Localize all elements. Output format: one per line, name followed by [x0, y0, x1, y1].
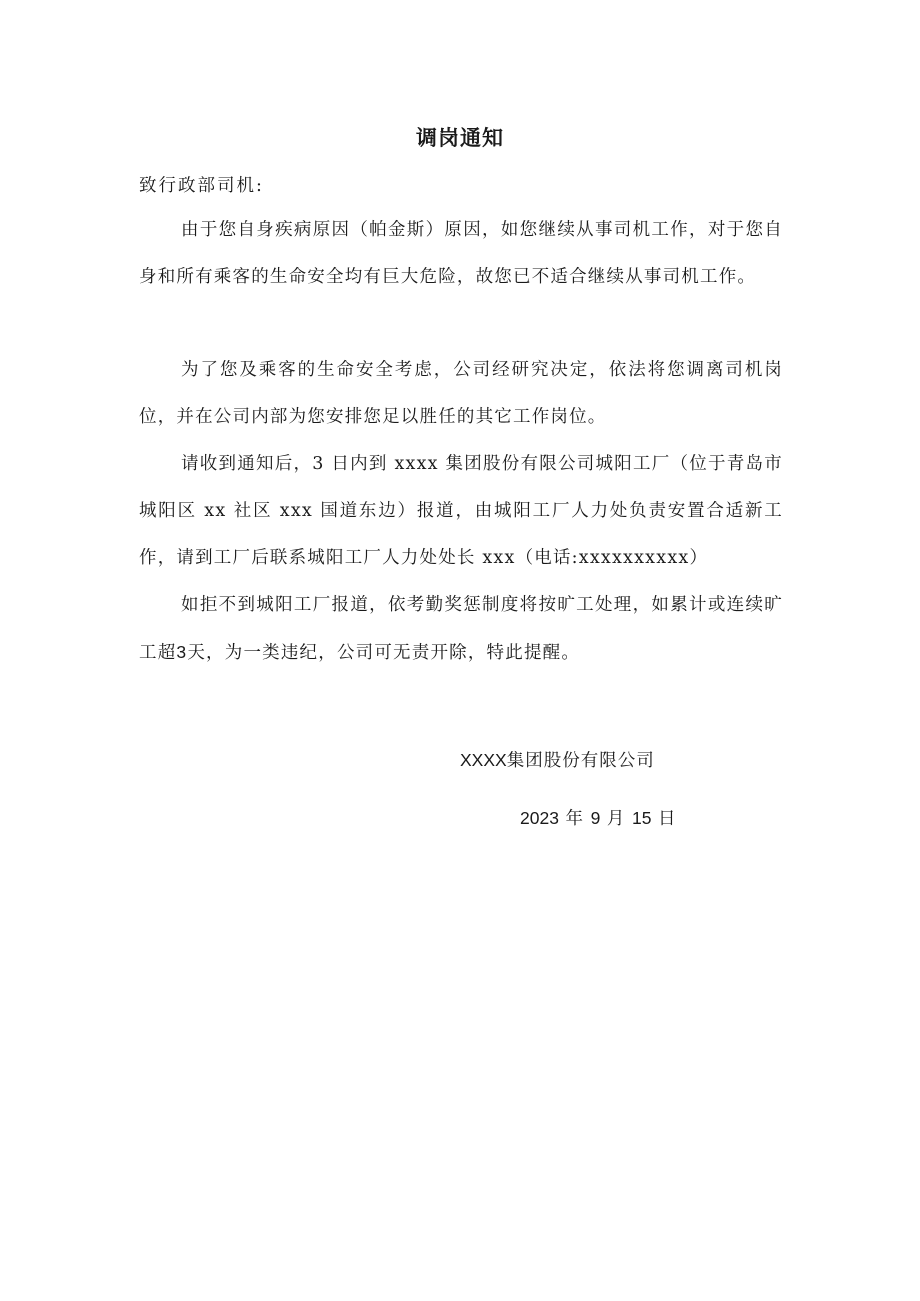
company-name: 集团股份有限公司 [506, 751, 655, 771]
warning-text-before: 如拒不到城阳工厂报道，依考勤奖惩制度将按旷工处理，如累计或连续旷工超 [139, 595, 783, 663]
date-day: 15 [631, 808, 652, 828]
document-title: 调岗通知 [416, 126, 504, 150]
signature-date [520, 802, 677, 835]
paragraph-decision: 为了您及乘客的生命安全考虑，公司经研究决定，依法将您调离司机岗位，并在公司内部为您安排您足以胜任的其它工作岗位。 [139, 360, 783, 427]
salutation: 致行政部司机: [139, 176, 264, 196]
date-year: 2023 [520, 808, 559, 828]
date-day-unit: 日 [658, 809, 677, 829]
paragraph-instructions: 请收到通知后，3 日内到 xxxx 集团股份有限公司城阳工厂（位于青岛市城阳区 xx 社区 xxx 国道东边）报道，由城阳工厂人力处负责安置合适新工作，请到工厂后联系城阳工厂人力处处长 xxx（电话:xxxxxxxxxx） [139, 454, 783, 568]
paragraph-warning [139, 582, 783, 677]
absence-days: 3 [176, 642, 188, 662]
date-month: 9 [590, 808, 601, 828]
signature-company [460, 744, 655, 777]
paragraph-reason: 由于您自身疾病原因（帕金斯）原因，如您继续从事司机工作，对于您自身和所有乘客的生命安全均有巨大危险，故您已不适合继续从事司机工作。 [139, 220, 783, 287]
date-year-unit: 年 [565, 809, 585, 829]
date-month-unit: 月 [606, 809, 626, 829]
company-prefix: XXXX [460, 750, 507, 770]
warning-text-after: 天，为一类违纪，公司可无责开除，特此提醒。 [187, 643, 581, 663]
